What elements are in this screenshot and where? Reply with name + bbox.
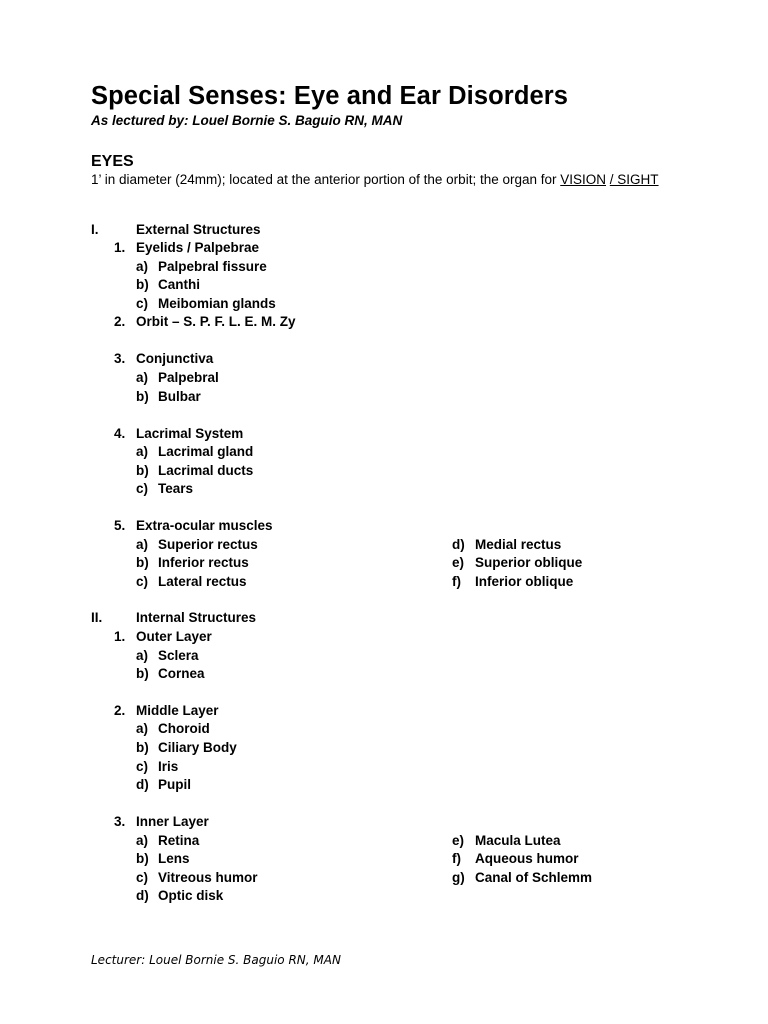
sub-letter: a) <box>136 648 149 663</box>
sub-letter: a) <box>136 370 149 385</box>
list-item: Meibomian glands <box>158 296 276 311</box>
item-heading-orbit: Orbit – S. P. F. L. E. M. Zy <box>136 314 296 329</box>
list-item: Tears <box>158 481 194 496</box>
sub-letter: b) <box>136 740 149 755</box>
roman-numeral: I. <box>91 222 99 237</box>
sub-letter: f) <box>452 574 461 589</box>
intro-text: 1’ in diameter (24mm); located at the anterior portion of the orbit; the organ for <box>91 172 561 187</box>
list-item: Canal of Schlemm <box>475 870 593 885</box>
section-heading-eyes: EYES <box>91 153 134 170</box>
intro-underlined-sight: / SIGHT <box>609 172 659 187</box>
sub-letter: c) <box>136 481 149 496</box>
roman-numeral: II. <box>91 610 103 625</box>
part-heading-external: External Structures <box>136 222 261 237</box>
list-item: Macula Lutea <box>475 833 561 848</box>
sub-letter: c) <box>136 296 149 311</box>
list-item: Ciliary Body <box>158 740 237 755</box>
sub-letter: e) <box>452 833 465 848</box>
list-item: Inferior oblique <box>475 574 574 589</box>
list-item: Choroid <box>158 721 210 736</box>
sub-letter: c) <box>136 870 149 885</box>
list-item: Lens <box>158 851 190 866</box>
item-number: 1. <box>114 629 126 644</box>
item-number: 3. <box>114 814 126 829</box>
document-title: Special Senses: Eye and Ear Disorders <box>91 82 569 110</box>
list-item: Inferior rectus <box>158 555 249 570</box>
sub-letter: b) <box>136 389 149 404</box>
intro-paragraph <box>91 172 681 188</box>
item-number: 3. <box>114 351 126 366</box>
sub-letter: d) <box>136 888 149 903</box>
list-item: Vitreous humor <box>158 870 258 885</box>
sub-letter: g) <box>452 870 465 885</box>
sub-letter: b) <box>136 851 149 866</box>
list-item: Sclera <box>158 648 199 663</box>
list-item: Cornea <box>158 666 205 681</box>
part-heading-internal: Internal Structures <box>136 610 257 625</box>
sub-letter: c) <box>136 574 149 589</box>
list-item: Superior rectus <box>158 537 258 552</box>
list-item: Optic disk <box>158 888 224 903</box>
item-heading-extraocular: Extra-ocular muscles <box>136 518 273 533</box>
item-heading-middle-layer: Middle Layer <box>136 703 219 718</box>
sub-letter: f) <box>452 851 461 866</box>
item-number: 5. <box>114 518 126 533</box>
list-item: Lateral rectus <box>158 574 247 589</box>
item-heading-inner-layer: Inner Layer <box>136 814 209 829</box>
item-heading-eyelids: Eyelids / Palpebrae <box>136 240 260 255</box>
sub-letter: a) <box>136 259 149 274</box>
page-footer: Lecturer: Louel Bornie S. Baguio RN, MAN <box>91 953 341 967</box>
list-item: Retina <box>158 833 200 848</box>
sub-letter: a) <box>136 444 149 459</box>
sub-letter: b) <box>136 463 149 478</box>
sub-letter: a) <box>136 833 149 848</box>
list-item: Bulbar <box>158 389 201 404</box>
item-number: 1. <box>114 240 126 255</box>
list-item: Superior oblique <box>475 555 583 570</box>
sub-letter: b) <box>136 666 149 681</box>
item-number: 2. <box>114 314 126 329</box>
list-item: Pupil <box>158 777 191 792</box>
list-item: Palpebral <box>158 370 219 385</box>
item-heading-lacrimal: Lacrimal System <box>136 426 244 441</box>
document-subtitle: As lectured by: Louel Bornie S. Baguio RN, MAN <box>91 113 403 128</box>
list-item: Lacrimal ducts <box>158 463 254 478</box>
item-number: 2. <box>114 703 126 718</box>
item-heading-conjunctiva: Conjunctiva <box>136 351 214 366</box>
item-number: 4. <box>114 426 126 441</box>
list-item: Lacrimal gland <box>158 444 254 459</box>
sub-letter: e) <box>452 555 465 570</box>
sub-letter: d) <box>452 537 465 552</box>
sub-letter: d) <box>136 777 149 792</box>
sub-letter: a) <box>136 537 149 552</box>
list-item: Canthi <box>158 277 200 292</box>
list-item: Medial rectus <box>475 537 562 552</box>
sub-letter: a) <box>136 721 149 736</box>
intro-underlined-vision: VISION <box>560 172 607 187</box>
sub-letter: c) <box>136 759 149 774</box>
item-heading-outer-layer: Outer Layer <box>136 629 212 644</box>
sub-letter: b) <box>136 555 149 570</box>
list-item: Palpebral fissure <box>158 259 267 274</box>
list-item: Aqueous humor <box>475 851 579 866</box>
sub-letter: b) <box>136 277 149 292</box>
list-item: Iris <box>158 759 179 774</box>
